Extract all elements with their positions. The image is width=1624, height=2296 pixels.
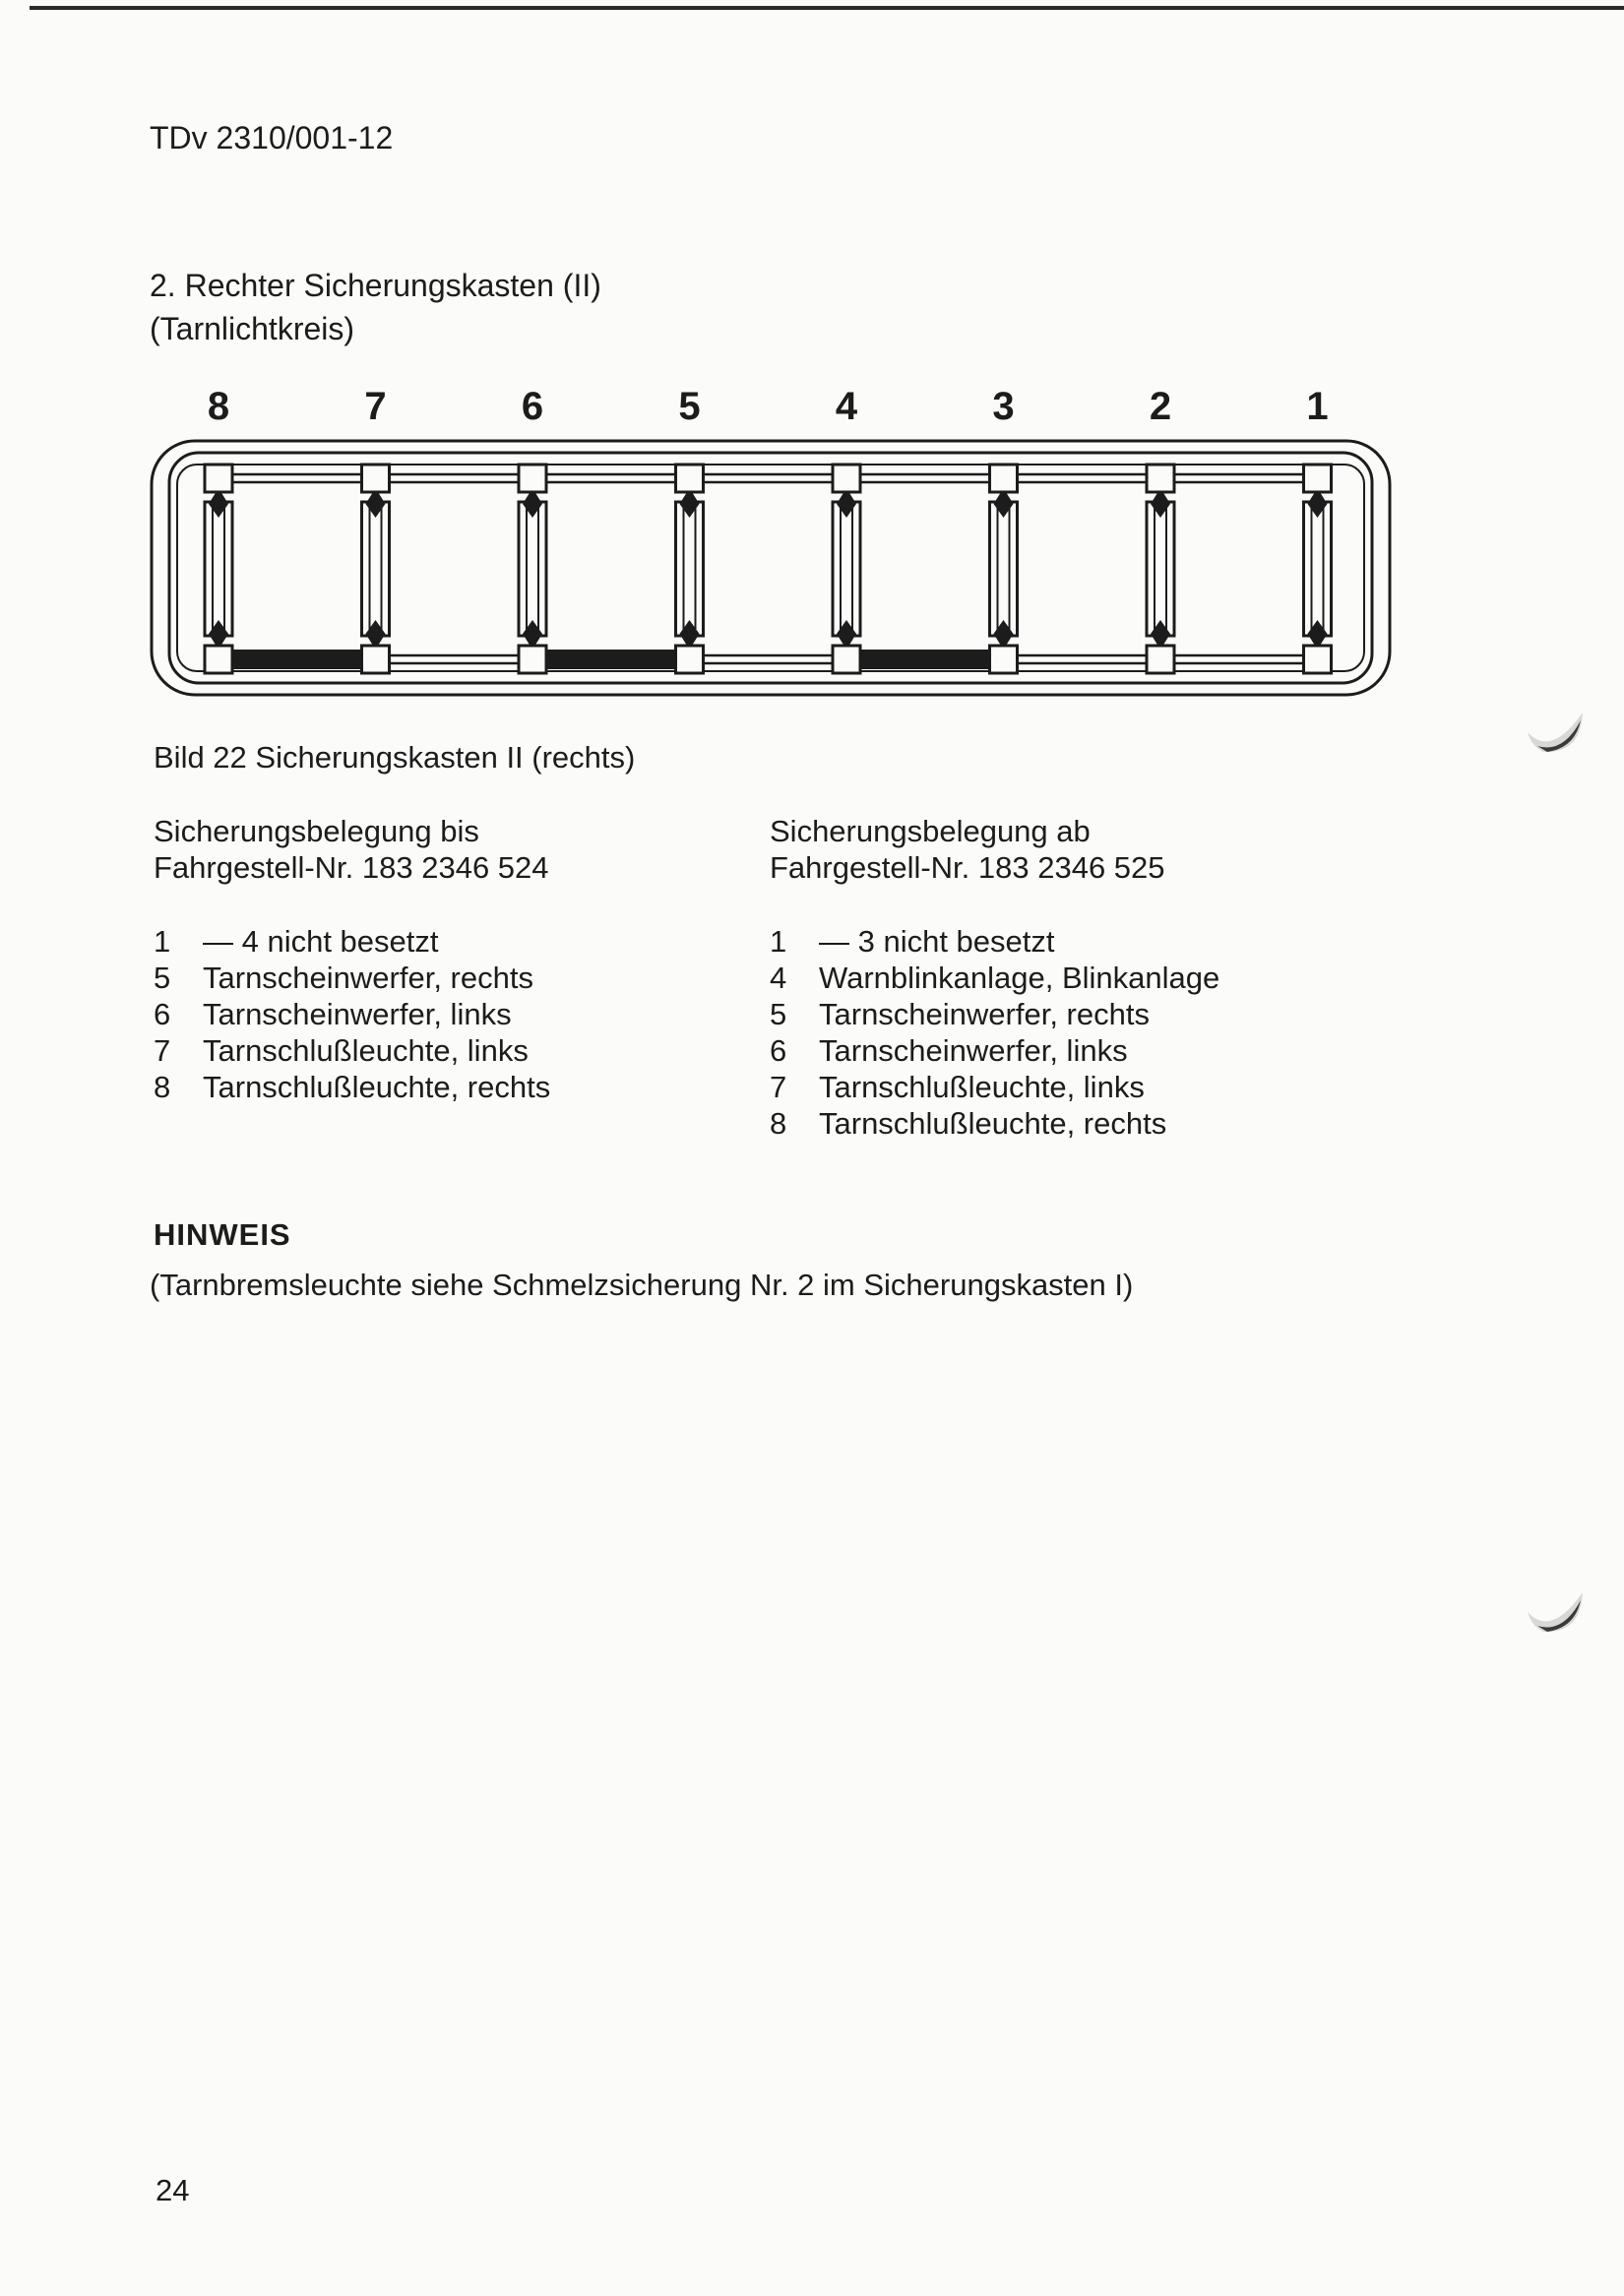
fuse-terminal xyxy=(519,646,546,673)
fuse-body xyxy=(362,502,390,636)
fuse-terminal xyxy=(1147,646,1174,673)
list-item: 6 Tarnscheinwerfer, links xyxy=(154,997,512,1031)
punch-hole-mark xyxy=(1524,707,1589,762)
housing-inner xyxy=(169,453,1372,683)
note-text: (Tarnbremsleuchte siehe Schmelzsicherung Nr. 2 im Sicherungskasten I) xyxy=(150,1268,1134,1302)
fuse-body xyxy=(833,502,860,636)
list-item: 7 Tarnschlußleuchte, links xyxy=(154,1033,529,1068)
section-title xyxy=(150,264,601,350)
list-item: 8 Tarnschlußleuchte, rechts xyxy=(154,1070,551,1104)
fuse-box-diagram xyxy=(148,384,1398,709)
fuse-terminal xyxy=(833,646,860,673)
fuse-body xyxy=(205,502,232,636)
fuse-terminal xyxy=(990,646,1018,673)
fuse-terminal xyxy=(205,465,232,492)
fuse-terminal xyxy=(362,646,390,673)
fuse-terminal xyxy=(1147,465,1174,492)
list-item: 1 — 4 nicht besetzt xyxy=(154,924,439,959)
assignment-after-list xyxy=(770,923,1219,1142)
page-number: 24 xyxy=(156,2173,190,2207)
fuse-number-label: 6 xyxy=(521,385,544,428)
fuse-number-label: 3 xyxy=(992,385,1015,428)
top-border-line xyxy=(30,6,1624,10)
jumper-bar xyxy=(846,650,1004,669)
fuse-terminal xyxy=(676,646,704,673)
fuse-body xyxy=(990,502,1018,636)
figure-caption: Bild 22 Sicherungskasten II (rechts) xyxy=(154,740,636,775)
fuse-number-label: 5 xyxy=(678,385,701,428)
assignment-after-heading: Sicherungsbelegung ab Fahrgestell-Nr. 183 2346 525 xyxy=(770,814,1165,885)
list-item: 5 Tarnscheinwerfer, rechts xyxy=(770,997,1150,1031)
fuse-terminal xyxy=(833,465,860,492)
assignment-before-column xyxy=(154,813,550,1105)
fuse-number-labels xyxy=(208,385,1329,428)
section-title-line2: (Tarnlichtkreis) xyxy=(150,311,355,346)
fuse-number-label: 2 xyxy=(1149,385,1172,428)
fuse-body xyxy=(519,502,546,636)
punch-hole-mark xyxy=(1524,1586,1589,1642)
fuse-body xyxy=(676,502,704,636)
fuse-number-label: 4 xyxy=(835,385,858,428)
assignment-after-column xyxy=(770,813,1219,1142)
fuse-terminal xyxy=(519,465,546,492)
housing-rail xyxy=(177,465,1364,671)
fuse-number-label: 8 xyxy=(207,385,230,428)
list-item: 1 — 3 nicht besetzt xyxy=(770,924,1055,959)
assignment-before-list xyxy=(154,923,550,1105)
jumper-bar xyxy=(219,650,376,669)
list-item: 6 Tarnscheinwerfer, links xyxy=(770,1033,1128,1068)
fuse-terminal xyxy=(1304,465,1332,492)
list-item: 5 Tarnscheinwerfer, rechts xyxy=(154,961,533,995)
fuse-terminal xyxy=(990,465,1018,492)
note-title: HINWEIS xyxy=(154,1217,291,1252)
fuse-number-label: 7 xyxy=(364,385,387,428)
jumper-bar xyxy=(532,650,690,669)
list-item: 4 Warnblinkanlage, Blinkanlage xyxy=(770,961,1220,995)
fuse-box-outline xyxy=(152,441,1390,695)
assignment-before-heading: Sicherungsbelegung bis Fahrgestell-Nr. 183 2346 524 xyxy=(154,814,549,885)
fuse-body xyxy=(1304,502,1332,636)
fuse-terminal xyxy=(676,465,704,492)
list-item: 8 Tarnschlußleuchte, rechts xyxy=(770,1106,1167,1141)
fuse-terminal xyxy=(205,646,232,673)
fuse-items xyxy=(205,465,1332,673)
section-title-line1: 2. Rechter Sicherungskasten (II) xyxy=(150,268,601,303)
fuse-terminal xyxy=(1304,646,1332,673)
fuse-terminal xyxy=(362,465,390,492)
document-id: TDv 2310/001-12 xyxy=(150,120,394,155)
fuse-body xyxy=(1147,502,1174,636)
list-item: 7 Tarnschlußleuchte, links xyxy=(770,1070,1145,1104)
fuse-number-label: 1 xyxy=(1306,385,1329,428)
